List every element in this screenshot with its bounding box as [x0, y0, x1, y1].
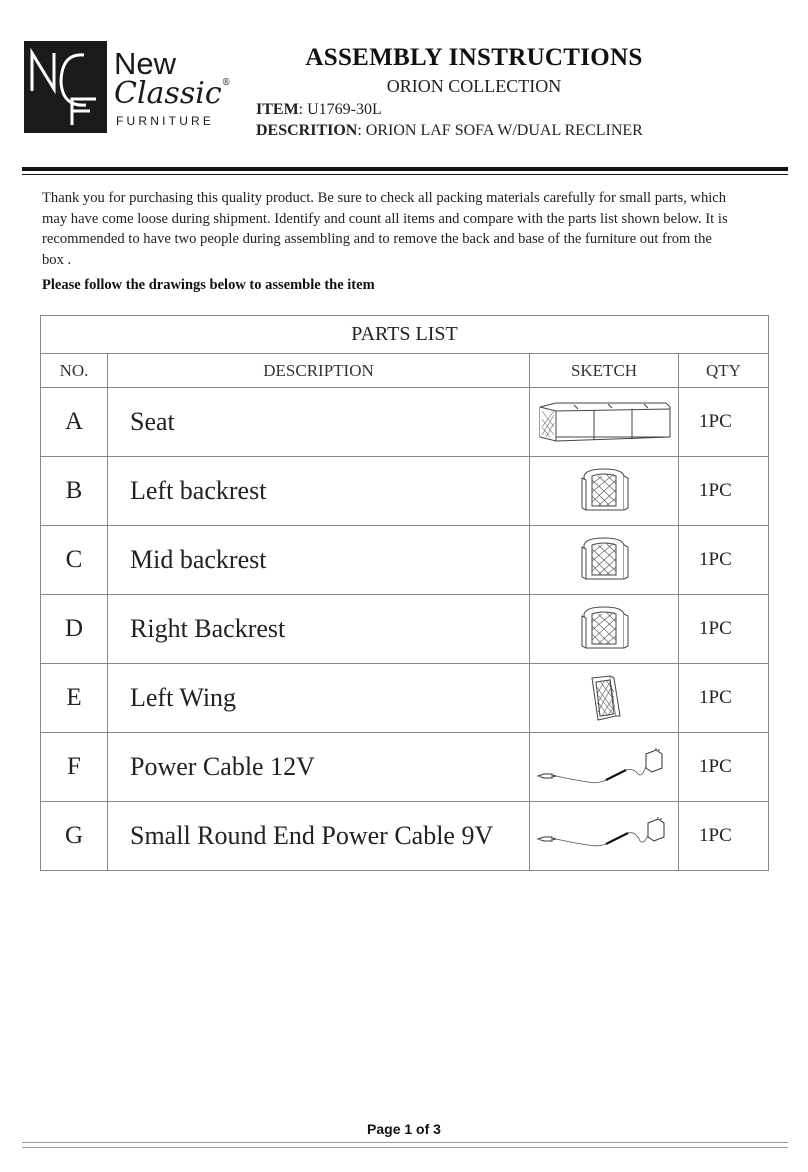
- parts-list-caption: PARTS LIST: [41, 316, 769, 354]
- brand-line-furniture: FURNITURE: [116, 114, 215, 128]
- part-sketch: [530, 526, 679, 595]
- table-row: [41, 664, 769, 733]
- table-row: [41, 595, 769, 664]
- part-description: Mid backrest: [108, 526, 530, 595]
- brand-classic-text: Classic: [114, 76, 222, 111]
- part-qty: 1PC: [679, 595, 769, 664]
- col-header-description: DESCRIPTION: [108, 354, 530, 388]
- part-qty: 1PC: [679, 526, 769, 595]
- part-qty: 1PC: [679, 802, 769, 871]
- description-line: [256, 122, 643, 140]
- part-no: D: [41, 595, 108, 664]
- page-title: ASSEMBLY INSTRUCTIONS: [305, 44, 643, 71]
- part-no: E: [41, 664, 108, 733]
- header-divider-thick: [22, 167, 788, 171]
- part-description: Power Cable 12V: [108, 733, 530, 802]
- part-no: F: [41, 733, 108, 802]
- sofa-seat-icon: [534, 397, 674, 447]
- part-description: Seat: [108, 388, 530, 457]
- part-description: Left Wing: [108, 664, 530, 733]
- backrest-icon: [578, 535, 630, 585]
- part-description: Right Backrest: [108, 595, 530, 664]
- registered-mark: ®: [221, 78, 231, 88]
- part-description: Small Round End Power Cable 9V: [108, 802, 530, 871]
- power-cable-icon: [534, 811, 674, 861]
- part-sketch: [530, 595, 679, 664]
- brand-wordmark: [112, 48, 252, 132]
- part-no: G: [41, 802, 108, 871]
- part-no: C: [41, 526, 108, 595]
- page-number: Page 1 of 3: [367, 1121, 441, 1137]
- table-row: [41, 802, 769, 871]
- part-no: A: [41, 388, 108, 457]
- col-header-qty: QTY: [679, 354, 769, 388]
- part-sketch: [530, 457, 679, 526]
- table-row: [41, 457, 769, 526]
- col-header-sketch: SKETCH: [530, 354, 679, 388]
- part-sketch: [530, 802, 679, 871]
- backrest-icon: [578, 604, 630, 654]
- brand-logo-monogram: [24, 41, 107, 133]
- footer-divider: [22, 1142, 788, 1143]
- item-value: : U1769-30L: [298, 101, 382, 118]
- parts-list-table: [40, 315, 769, 871]
- item-label: ITEM: [256, 101, 299, 118]
- part-qty: 1PC: [679, 388, 769, 457]
- brand-line-classic: [114, 76, 231, 111]
- description-value: : ORION LAF SOFA W/DUAL RECLINER: [357, 122, 643, 139]
- backrest-icon: [578, 466, 630, 516]
- col-header-no: NO.: [41, 354, 108, 388]
- brand-line-new: New: [114, 46, 177, 81]
- footer-divider: [22, 1147, 788, 1148]
- assembly-instruction: Please follow the drawings below to assemble the item: [42, 277, 375, 293]
- intro-paragraph: Thank you for purchasing this quality product. Be sure to check all packing materials carefully for small parts, which may have come loose during shipment. Identify and count all items and compare with the parts list shown below. It is recommended to have two people during assembling and to remove the back and base of the furniture out from the box .: [42, 190, 728, 268]
- monogram-text: NCF: [24, 41, 26, 42]
- part-qty: 1PC: [679, 664, 769, 733]
- part-qty: 1PC: [679, 733, 769, 802]
- collection-name: ORION COLLECTION: [386, 76, 562, 96]
- part-qty: 1PC: [679, 457, 769, 526]
- header-divider-thin: [22, 174, 788, 175]
- table-row: [41, 526, 769, 595]
- table-row: [41, 733, 769, 802]
- description-label: DESCRITION: [256, 122, 358, 139]
- part-no: B: [41, 457, 108, 526]
- part-sketch: [530, 733, 679, 802]
- part-description: Left backrest: [108, 457, 530, 526]
- table-row: [41, 388, 769, 457]
- item-line: [256, 101, 382, 119]
- wing-icon: [584, 672, 624, 724]
- part-sketch: [530, 664, 679, 733]
- part-sketch: [530, 388, 679, 457]
- power-cable-icon: [534, 742, 674, 792]
- ncf-monogram-icon: [24, 41, 107, 133]
